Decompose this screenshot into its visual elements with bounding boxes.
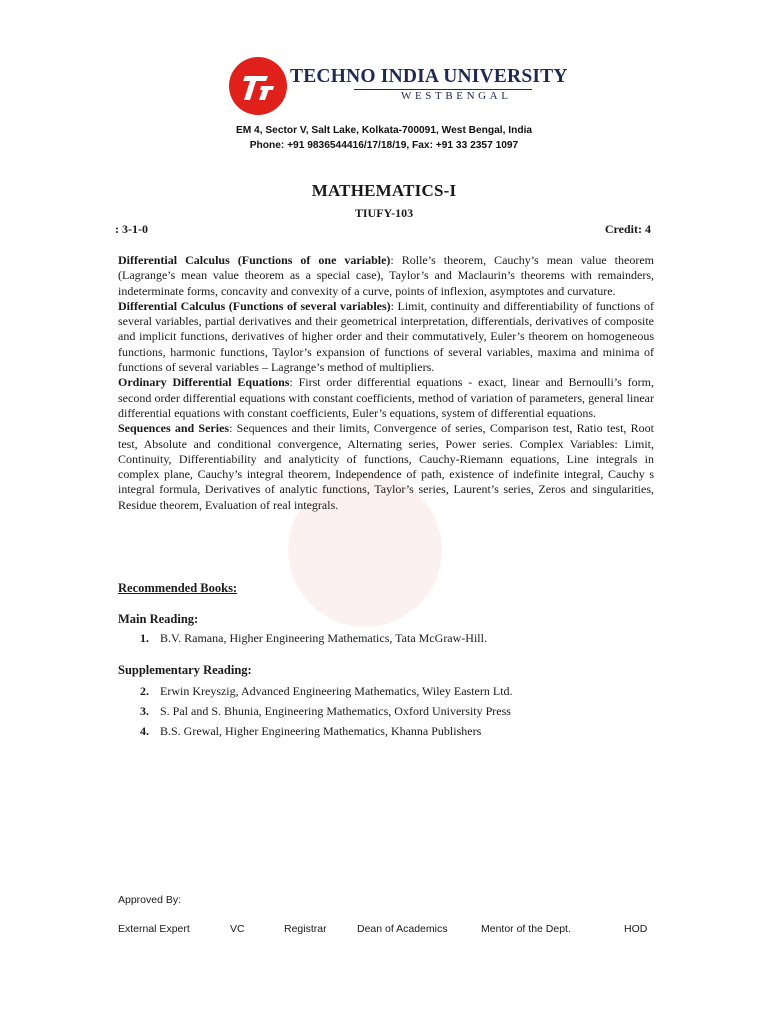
course-credit: Credit: 4 (604, 222, 651, 236)
syllabus-body: : Rolle’s theorem, Cauchy’s mean value theorem (Lagrange’s mean value theorem as a special case), Taylor’s and Maclaurin’s theorems with remainders, indeterminate forms, concavity and convexity of a curve, points of inflexion, asymptotes and curvature. (118, 253, 654, 298)
syllabus-paragraph (118, 421, 654, 513)
books-heading: Recommended Books: (118, 581, 238, 595)
university-location: WESTBENGAL (401, 90, 512, 102)
signatory-vc: VC (230, 923, 245, 935)
book-number: 2. (140, 684, 149, 698)
syllabus-paragraph (118, 253, 654, 299)
syllabus-body: : Sequences and their limits, Convergence of series, Comparison test, Ratio test, Root test, Absolute and conditional convergence, Alternating series, Power series. Complex Variables: Limit, Continuity, Differentiability and analyticity of functions, Cauchy-Riemann equations, Line integrals in complex plane, Cauchy’s integral theorem, Independence of path, existence of indefinite integral, Cauchy s integral formula, Derivatives of analytic functions, Taylor’s series, Laurent’s series, Zeros and singularities, Residue theorem, Evaluation of real integrals. (118, 421, 654, 512)
syllabus-heading: Differential Calculus (Functions of several variables) (118, 298, 391, 313)
phone-line: Phone: +91 9836544416/17/18/19, Fax: +91 33 2357 1097 (249, 140, 519, 151)
main-reading-heading: Main Reading: (118, 612, 199, 626)
course-code: TIUFY-103 (354, 206, 414, 220)
book-number: 3. (140, 704, 149, 718)
syllabus-heading: Sequences and Series (118, 421, 230, 436)
book-number: 4. (140, 724, 149, 738)
syllabus-paragraph (118, 299, 654, 375)
address-line: EM 4, Sector V, Salt Lake, Kolkata-700091, West Bengal, India (235, 125, 533, 136)
book-title: S. Pal and S. Bhunia, Engineering Mathematics, Oxford University Press (160, 704, 511, 718)
book-item (140, 684, 513, 699)
book-item (140, 724, 481, 739)
syllabus-body: : Limit, continuity and differentiability of functions of several variables, partial derivatives and their geometrical interpretation, differentials, derivatives of composite and implicit functions, derivatives of higher order and their commutatively, Euler’s theorem on homogeneous functions, harmonic functions, Taylor’s expansion of functions of several variables, maxima and minima of functions of several variables – Lagrange’s method of multipliers. (118, 298, 654, 375)
course-ltp: : 3-1-0 (115, 222, 148, 236)
university-logo-icon (228, 56, 288, 116)
syllabus-content (118, 253, 654, 513)
university-name: TECHNO INDIA UNIVERSITY (290, 66, 568, 87)
approved-by-label: Approved By: (118, 894, 182, 906)
course-title: MATHEMATICS-I (311, 181, 457, 200)
syllabus-heading: Ordinary Differential Equations (118, 375, 290, 390)
book-title: B.V. Ramana, Higher Engineering Mathematics, Tata McGraw-Hill. (160, 631, 487, 645)
signatory-mentor: Mentor of the Dept. (481, 923, 571, 935)
signatory-hod: HOD (624, 923, 648, 935)
syllabus-heading: Differential Calculus (Functions of one variable) (118, 253, 391, 267)
book-number: 1. (140, 631, 149, 645)
syllabus-paragraph (118, 375, 654, 421)
signatory-registrar: Registrar (284, 923, 327, 935)
book-title: B.S. Grewal, Higher Engineering Mathematics, Khanna Publishers (160, 724, 482, 738)
book-item (140, 704, 511, 719)
university-header (224, 46, 568, 126)
supplementary-reading-heading: Supplementary Reading: (118, 663, 252, 677)
book-item (140, 631, 487, 646)
signatory-dean-of-academics: Dean of Academics (357, 923, 448, 935)
book-title: Erwin Kreyszig, Advanced Engineering Mathematics, Wiley Eastern Ltd. (160, 684, 513, 698)
syllabus-body: : First order differential equations - exact, linear and Bernoulli’s form, second order differential equations with constant coefficients, method of variation of parameters, general linear differential equations with constant coefficients, Euler’s equations, system of differential equations. (118, 375, 654, 420)
signatory-external-expert: External Expert (118, 923, 190, 935)
